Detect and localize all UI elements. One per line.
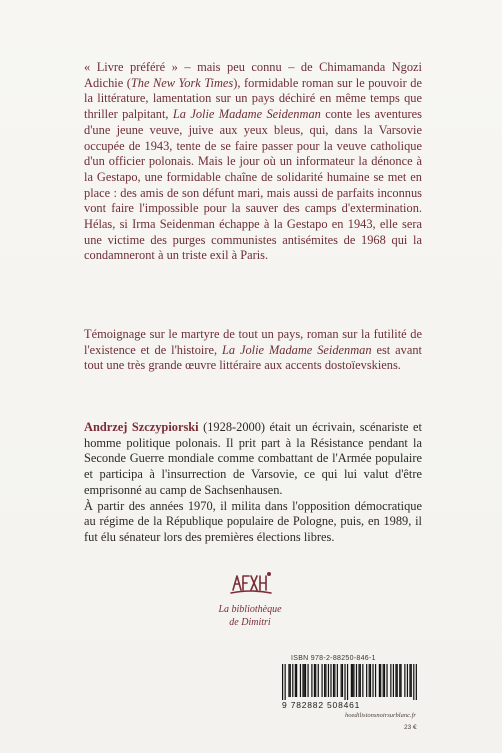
description-text: est avant tout une très grande œuvre littéraire aux accents dostoïevskiens. — [84, 342, 422, 373]
description-text: Témoignage sur le martyre de tout un pays, roman sur la futilité de l'existence et de l'histoire, — [84, 327, 422, 357]
description-paragraph-1 — [84, 60, 422, 264]
publisher-logo-icon — [229, 568, 273, 596]
description-text: conte les aventures d'une jeune veuve, juive aux yeux bleus, qui, dans la Varsovie occupée de 1943, tente de se faire passer pour la veuve catholique d'un officier polonais. Mais le jour où un informateur la dénonce à la Gestapo, une formidable chaîne de solidarité humaine se met en place : des amis de son défunt mari, mais aussi de parfaits inconnus vont faire l'impossible pour la sauver des camps d'extermination. Hélas, si Irma Seidenman échappe à la Gestapo en 1943, elle sera une victime des purges communistes antisémites de 1968 qui la condamneront à un triste exil à Paris. — [84, 107, 422, 263]
isbn-label: ISBN 978-2-88250-846-1 — [291, 655, 376, 662]
description-text: « Livre préféré » – mais peu connu – de Chimamanda Ngozi Adichie ( — [84, 60, 422, 90]
publisher-line-1: La bibliothèque — [218, 604, 282, 615]
newspaper-title: The New York Times — [130, 75, 234, 90]
price-label: 23 € — [404, 724, 417, 731]
description-text: ), formidable roman sur le pouvoir de la littérature, lamentation sur un pays déchiré en même temps que thriller palpitant, — [84, 75, 422, 122]
description-paragraph-2 — [84, 327, 422, 374]
publisher-line-2: de Dimitri — [229, 617, 271, 628]
book-title: La Jolie Madame Seidenman — [221, 342, 372, 357]
barcode-digits: 9 782882 508461 — [282, 700, 361, 710]
author-bio — [84, 420, 422, 546]
book-title: La Jolie Madame Seidenman — [172, 107, 321, 122]
barcode-icon — [282, 664, 417, 700]
publisher-website: hoedilisionsnoirsurblanc.fr — [345, 712, 416, 719]
author-name: Andrzej Szczypiorski — [84, 420, 199, 434]
author-bio-text: (1928-2000) était un écrivain, scénariste et homme politique polonais. Il prit part à la Résistance pendant la Seconde Guerre mondiale comme combattant de l'Armée populaire et participa à l'insurrection de Varsovie, ce qui lui valut d'être emprisonné au camp de Sachsenhausen. — [84, 420, 422, 497]
author-bio-text: À partir des années 1970, il milita dans l'opposition démocratique au régime de la République populaire de Pologne, puis, en 1989, il fut élu sénateur lors des premières élections libres. — [84, 498, 422, 544]
